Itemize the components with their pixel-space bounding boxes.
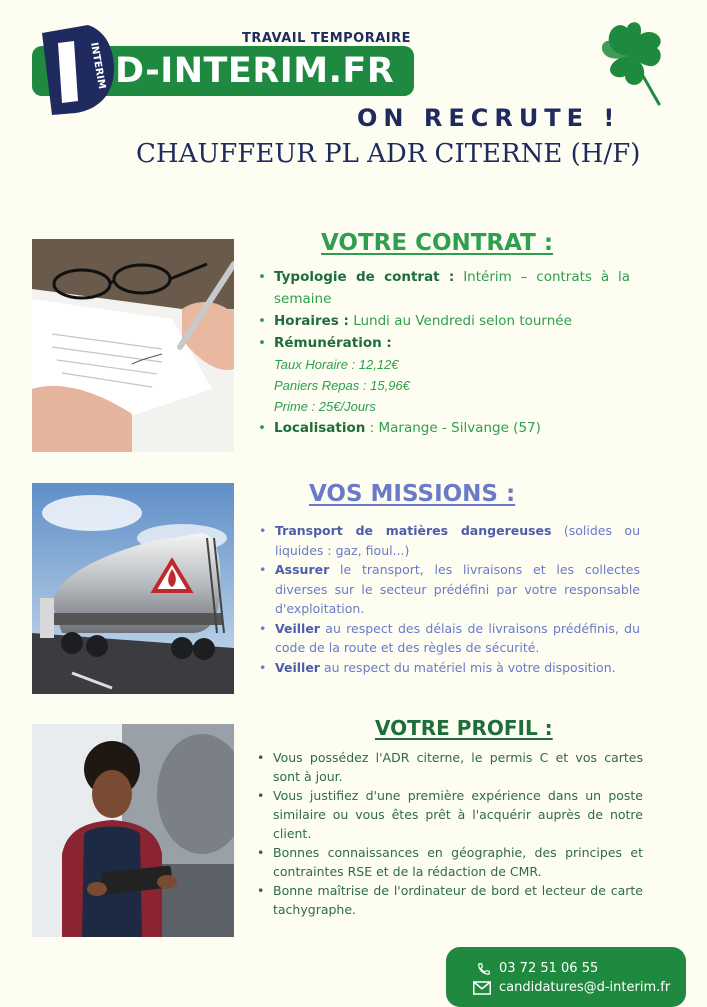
logo-badge — [34, 23, 114, 115]
logo-badge-text: INTERIM — [88, 41, 108, 90]
mission-item: • Transport de matières dangereuses (solides ou liquides : gaz, fioul...) — [259, 521, 640, 560]
photo-driver — [32, 724, 234, 937]
contrat-title: VOTRE CONTRAT : — [321, 230, 554, 256]
mission-item: • Veiller au respect du matériel mis à votre disposition. — [259, 658, 640, 678]
phone-number: 03 72 51 06 55 — [499, 961, 599, 976]
contrat-list — [258, 266, 630, 439]
phone-icon — [477, 962, 491, 976]
taux-horaire: Taux Horaire : 12,12€ — [274, 357, 399, 372]
recruit-heading: ON RECRUTE ! — [357, 104, 621, 132]
contact-box — [446, 947, 686, 1007]
contact-email[interactable] — [473, 980, 670, 995]
email-address: candidatures@d-interim.fr — [499, 980, 671, 995]
profil-list — [257, 748, 643, 919]
profil-item: • Bonne maîtrise de l'ordinateur de bord et lecteur de carte tachygraphe. — [257, 881, 643, 919]
logo-brand: D-INTERIM.FR — [115, 51, 395, 91]
job-title: CHAUFFEUR PL ADR CITERNE (H/F) — [136, 139, 641, 169]
contrat-horaires: • Horaires : Lundi au Vendredi selon tournée — [258, 310, 630, 332]
contrat-localisation: • Localisation : Marange - Silvange (57) — [258, 417, 630, 439]
profil-item: • Vous possédez l'ADR citerne, le permis C et vos cartes sont à jour. — [257, 748, 643, 786]
photo-signing — [32, 239, 234, 452]
contrat-typologie: • Typologie de contrat : Intérim – contrats à la semaine — [258, 266, 630, 310]
mission-item: • Assurer le transport, les livraisons et les collectes diverses sur le secteur prédéfini par votre responsable d'exploitation. — [259, 560, 640, 619]
photo-tanker-truck — [32, 483, 234, 694]
contact-phone[interactable] — [477, 961, 598, 976]
profil-item: • Vous justifiez d'une première expérience dans un poste similaire ou vous êtes prêt à l'acquérir auprès de notre client. — [257, 786, 643, 843]
mail-icon — [473, 981, 491, 995]
missions-title: VOS MISSIONS : — [309, 481, 516, 507]
prime: Prime : 25€/Jours — [274, 399, 376, 414]
missions-list — [259, 521, 640, 677]
mission-item: • Veiller au respect des délais de livraisons prédéfinis, du code de la route et des règles de sécurité. — [259, 619, 640, 658]
profil-title: VOTRE PROFIL : — [375, 716, 553, 740]
contrat-remuneration-details — [258, 354, 630, 417]
contrat-remuneration: • Rémunération : — [258, 332, 630, 354]
clover-icon — [595, 16, 667, 108]
paniers-repas: Paniers Repas : 15,96€ — [274, 378, 410, 393]
logo-tagline: TRAVAIL TEMPORAIRE — [242, 31, 412, 46]
profil-item: • Bonnes connaissances en géographie, des principes et contraintes RSE et de la rédaction de CMR. — [257, 843, 643, 881]
